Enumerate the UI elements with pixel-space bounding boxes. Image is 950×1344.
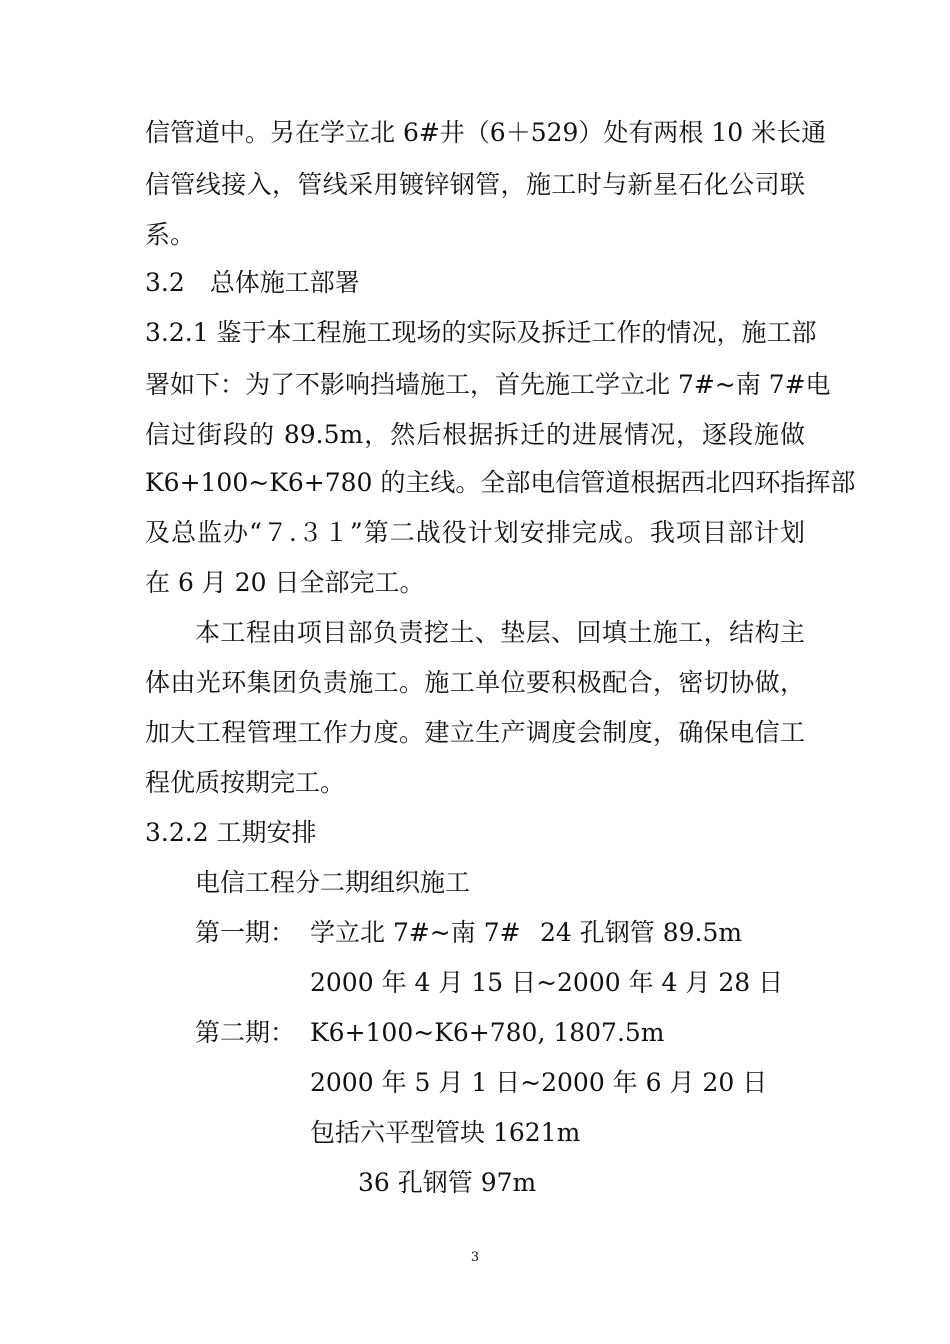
text-line: 在 6 月 20 日全部完工。 bbox=[145, 568, 425, 597]
phase2-dates: 2000 年 5 月 1 日~2000 年 6 月 20 日 bbox=[310, 1068, 768, 1097]
text-line: 信过街段的 89.5m，然后根据拆迁的进展情况，逐段施做 bbox=[145, 420, 805, 449]
text-line: 3.2.1 鉴于本工程施工现场的实际及拆迁工作的情况，施工部 bbox=[145, 318, 817, 347]
phase1-dates: 2000 年 4 月 15 日~2000 年 4 月 28 日 bbox=[310, 968, 784, 997]
phase1-section: 学立北 7#~南 7# bbox=[310, 918, 521, 947]
phase2-section: K6+100~K6+780, 1807.5m bbox=[310, 1018, 665, 1047]
text-line: 及总监办“７.３１”第二战役计划安排完成。我项目部计划 bbox=[145, 518, 805, 547]
schedule-intro: 电信工程分二期组织施工 bbox=[195, 868, 471, 897]
text-line: 加大工程管理工作力度。建立生产调度会制度，确保电信工 bbox=[145, 718, 805, 747]
page-number: 3 bbox=[470, 1250, 480, 1265]
phase2-item-2: 36 孔钢管 97m bbox=[358, 1168, 537, 1197]
phase2-item-1: 包括六平型管块 1621m bbox=[310, 1118, 581, 1147]
text-line: 本工程由项目部负责挖土、垫层、回填土施工，结构主 bbox=[195, 618, 805, 647]
phase1-pipe: 24 孔钢管 89.5m bbox=[540, 918, 743, 947]
text-line: 系。 bbox=[145, 220, 196, 249]
text-line: 体由光环集团负责施工。施工单位要积极配合，密切协做， bbox=[145, 668, 805, 697]
section-heading: 3.2 总体施工部署 bbox=[145, 268, 360, 297]
section-heading: 3.2.2 工期安排 bbox=[145, 818, 317, 847]
text-line: 署如下：为了不影响挡墙施工，首先施工学立北 7#~南 7#电 bbox=[145, 370, 831, 399]
text-line: K6+100~K6+780 的主线。全部电信管道根据西北四环指挥部 bbox=[145, 468, 856, 497]
phase1-label: 第一期： bbox=[195, 918, 296, 947]
text-line: 信管道中。另在学立北 6#井（6＋529）处有两根 10 米长通 bbox=[145, 118, 827, 147]
text-line: 程优质按期完工。 bbox=[145, 768, 346, 797]
text-line: 信管线接入，管线采用镀锌钢管，施工时与新星石化公司联 bbox=[145, 170, 805, 199]
phase2-label: 第二期： bbox=[195, 1018, 296, 1047]
